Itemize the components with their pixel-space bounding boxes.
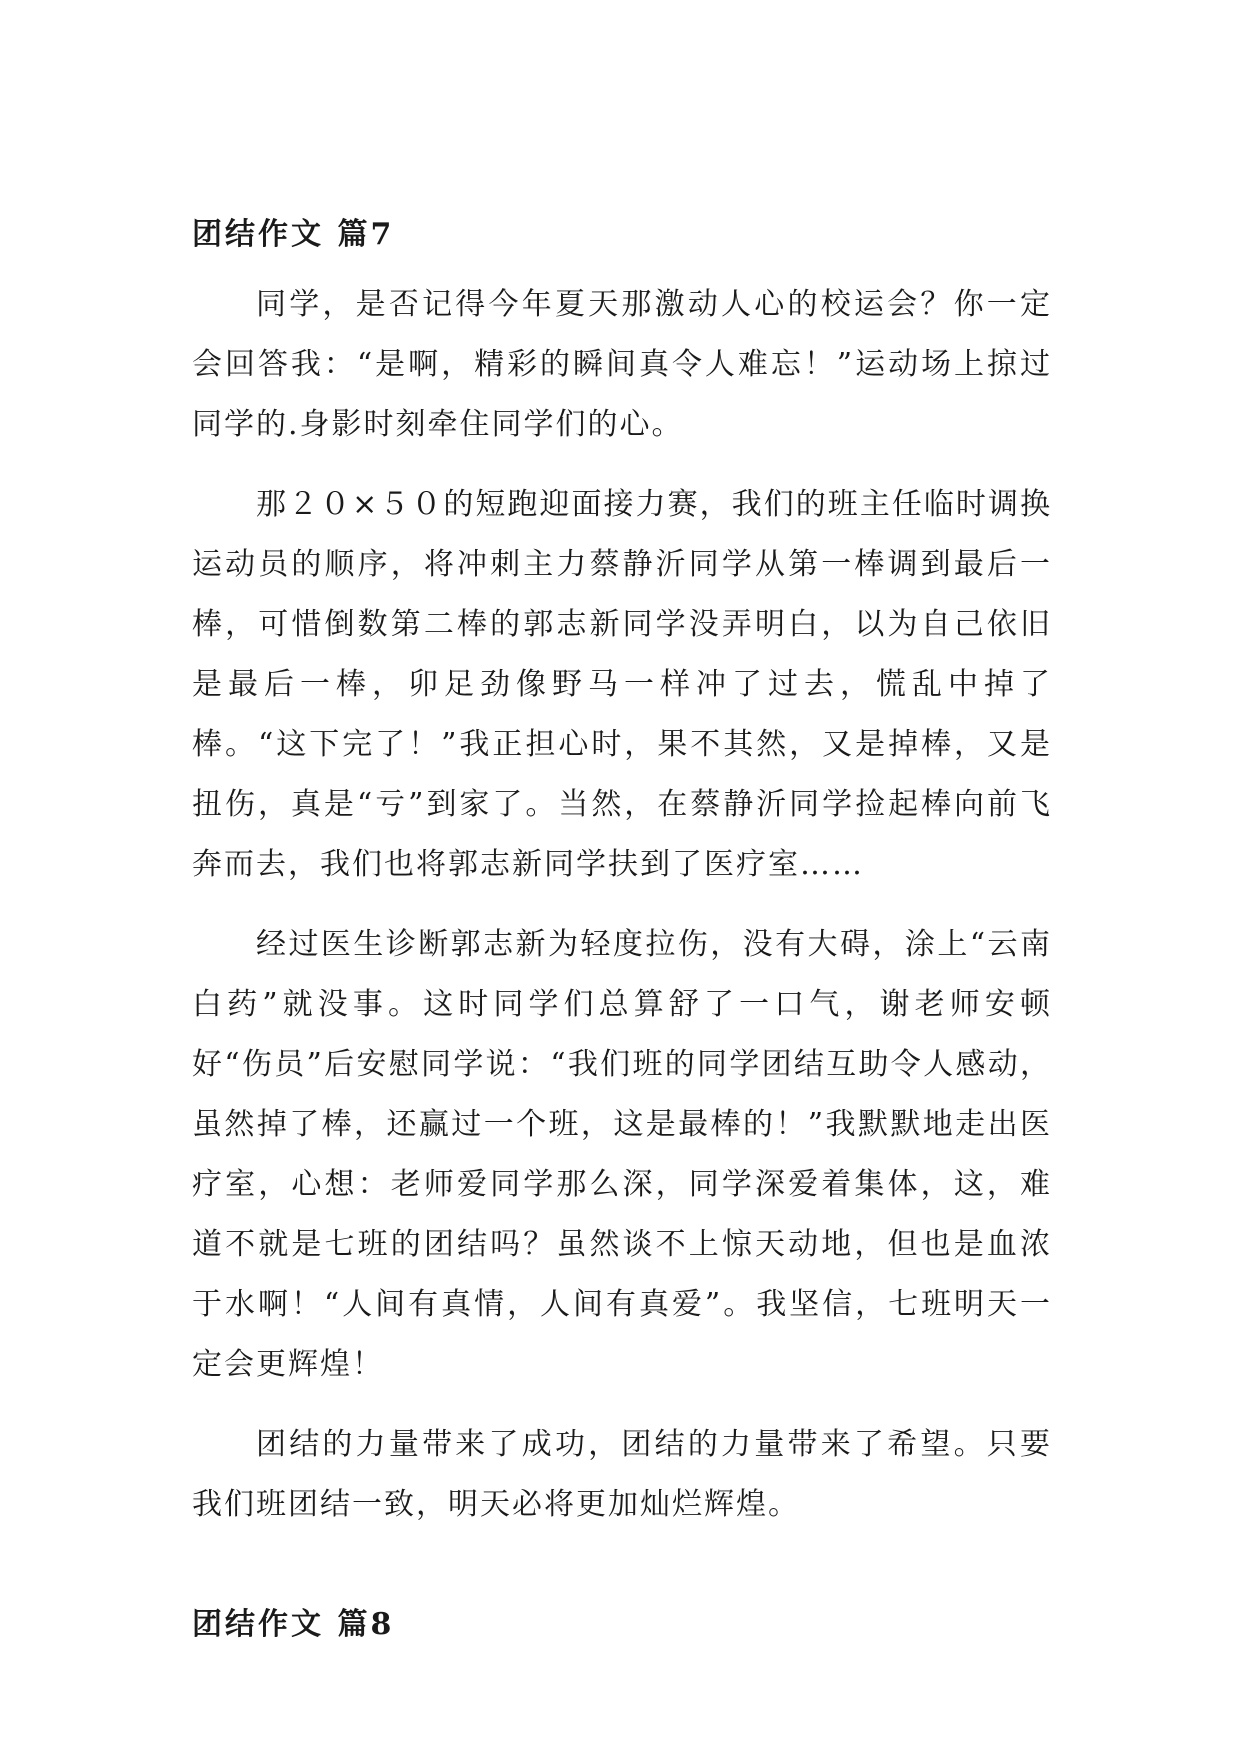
paragraph-3: 经过医生诊断郭志新为轻度拉伤，没有大碍，涂上“云南白药”就没事。这时同学们总算舒了一口气，谢老师安顿好“伤员”后安慰同学说：“我们班的同学团结互助令人感动，虽然掉了棒，还赢过一个班，这是最棒的！”我默默地走出医疗室，心想：老师爱同学那么深，同学深爱着集体，这，难道不就是七班的团结吗？虽然谈不上惊天动地，但也是血浓于水啊！“人间有真情，人间有真爱”。我坚信，七班明天一定会更辉煌！ [192,927,1052,1382]
paragraph-1: 同学，是否记得今年夏天那激动人心的校运会？你一定会回答我：“是啊，精彩的瞬间真令人难忘！”运动场上掠过同学的.身影时刻牵住同学们的心。 [192,287,1052,442]
paragraph-2: 那２０×５０的短跑迎面接力赛，我们的班主任临时调换运动员的顺序，将冲刺主力蔡静沂同学从第一棒调到最后一棒，可惜倒数第二棒的郭志新同学没弄明白，以为自己依旧是最后一棒，卯足劲像野马一样冲了过去，慌乱中掉了棒。“这下完了！”我正担心时，果不其然，又是掉棒，又是扭伤，真是“亏”到家了。当然，在蔡静沂同学捡起棒向前飞奔而去，我们也将郭志新同学扶到了医疗室…… [192,487,1052,882]
essay-8-heading: 团结作文 篇8 [192,1607,395,1642]
essay-7-heading: 团结作文 篇7 [192,217,395,252]
document-page [192,215,1052,1645]
paragraph-4: 团结的力量带来了成功，团结的力量带来了希望。只要我们班团结一致，明天必将更加灿烂辉煌。 [192,1427,1052,1522]
